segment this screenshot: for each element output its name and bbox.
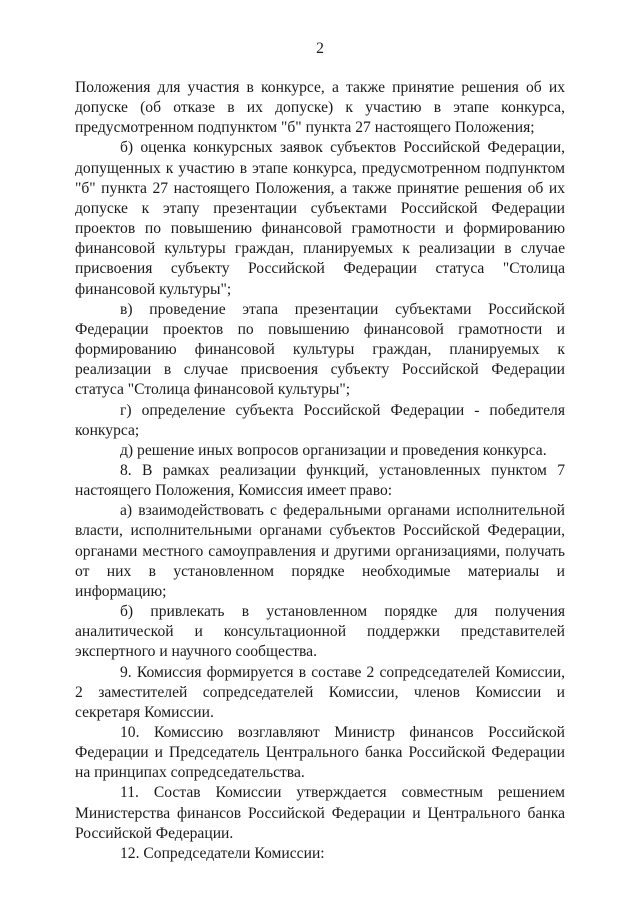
paragraph-item-g-winner: г) определение субъекта Российской Федерации - победителя конкурса; [75, 401, 565, 439]
page-number: 2 [316, 40, 324, 57]
paragraph-clause-9: 9. Комиссия формируется в составе 2 сопредседателей Комиссии, 2 заместителей сопредседателей Комиссии, членов Комиссии и секретаря Комиссии. [75, 663, 565, 721]
document-body [75, 78, 565, 864]
paragraph-clause-11: 11. Состав Комиссии утверждается совместным решением Министерства финансов Российской Федерации и Центрального банка Российской Федерации. [75, 784, 565, 842]
paragraph-clause-12: 12. Сопредседатели Комиссии: [120, 844, 325, 862]
paragraph-clause-8-item-a: а) взаимодействовать с федеральными органами исполнительной власти, исполнительными органами субъектов Российской Федерации, органами местного самоуправления и другими организациями, получать от них в установленном порядке необходимые материалы и информацию; [75, 502, 565, 600]
paragraph-clause-8: 8. В рамках реализации функций, установленных пунктом 7 настоящего Положения, Комиссия имеет право: [75, 461, 565, 500]
paragraph-clause-10: 10. Комиссию возглавляют Министр финансов Российской Федерации и Председатель Центрального банка Российской Федерации на принципах сопредседательства. [75, 724, 565, 782]
paragraph-item-v-presentation: в) проведение этапа презентации субъектами Российской Федерации проектов по повышению финансовой грамотности и формированию финансовой культуры граждан, планируемых к реализации в случае присвоения субъекту Российской Федерации статуса "Столица финансовой культуры"; [75, 300, 565, 399]
paragraph-continuation: Положения для участия в конкурсе, а также принятие решения об их допуске (об отказе в их допуске) к участию в этапе конкурса, предусмотренном подпунктом "б" пункта 27 настоящего Положения; [75, 79, 565, 137]
paragraph-item-d-other: д) решение иных вопросов организации и проведения конкурса. [120, 441, 547, 459]
paragraph-clause-8-item-b: б) привлекать в установленном порядке для получения аналитической и консультационной поддержки представителей экспертного и научного сообщества. [75, 603, 565, 661]
paragraph-item-b-evaluation: б) оценка конкурсных заявок субъектов Российской Федерации, допущенных к участию в этапе конкурса, предусмотренном подпунктом "б" пункта 27 настоящего Положения, а также принятие решения об их допуске к этапу презентации субъектами Российской Федерации проектов по повышению финансовой грамотности и формированию финансовой культуры граждан, планируемых к реализации в случае присвоения субъекту Российской Федерации статуса "Столица финансовой культуры"; [75, 139, 565, 298]
